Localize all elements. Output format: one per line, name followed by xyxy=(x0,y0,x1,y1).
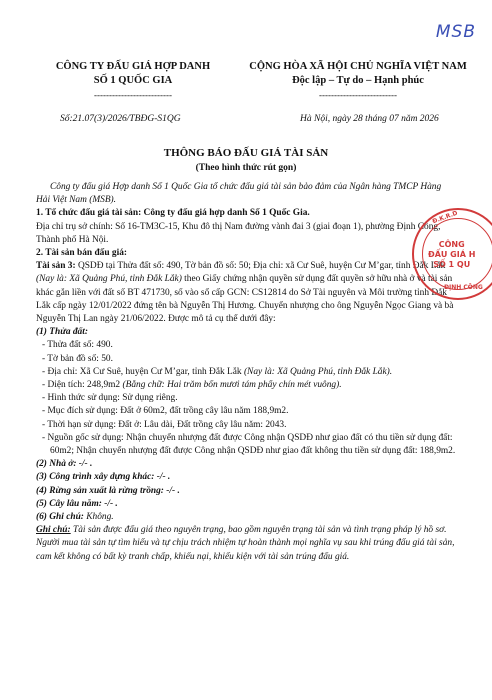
document-date: Hà Nội, ngày 28 tháng 07 năm 2026 xyxy=(300,114,439,124)
list-item xyxy=(36,379,456,392)
asset-text-italic: (Nay là: Xã Quảng Phú, tỉnh Đắk Lắk) xyxy=(36,274,182,285)
seal-center-text xyxy=(428,240,475,270)
item-perennial-trees: (5) Cây lâu năm: -/- . xyxy=(36,498,118,509)
national-title: CỘNG HÒA XÃ HỘI CHỦ NGHĨA VIỆT NAM xyxy=(249,61,467,72)
note-text: Tài sản được đấu giá theo nguyên trạng, bao gồm nguyên trạng tài sản và tình trạng pháp lý hồ sơ. Người mua tài sản tự tìm hiểu và tự chịu trách nhiệm tự hoàn thành mọi nghĩa vụ sau khi trúng đấu giá tài sản, cam kết không có bất kỳ tranh chấp, khiếu nại, khiếu kiện với tài sản trúng đấu giá. xyxy=(36,525,455,562)
bullet-area: - Diện tích: 248,9m2 xyxy=(42,380,123,391)
seal-bottom-text: ĐỊNH CÔNG xyxy=(444,284,483,291)
document-subtitle: (Theo hình thức rút gọn) xyxy=(195,163,297,173)
asset-text-a: QSDĐ tại Thửa đất số: 490, Tờ bản đồ số: 50; Địa chỉ: xã Cư Suê, huyện Cư M’gar, tỉnh Đắk Lắk xyxy=(75,261,446,272)
list-item: - Tờ bản đồ số: 50. xyxy=(42,353,113,364)
item-note xyxy=(36,511,456,524)
item-house: (2) Nhà ở: -/- . xyxy=(36,459,93,470)
seal-line: CÔNG xyxy=(438,240,465,249)
seal-line: SỐ 1 QU xyxy=(433,260,471,269)
handwritten-note: MSB xyxy=(435,22,476,42)
divider: -------------------------- xyxy=(319,90,397,100)
item-note-value: Không. xyxy=(86,512,114,523)
seal-top-text: Đ.K.R.D xyxy=(431,209,459,226)
list-item: - Nguồn gốc sử dụng: Nhận chuyển nhượng đất được Công nhận QSDĐ như giao đất có thu tiền sử dụng đất: 60m2; Nhận chuyển nhượng đất được Công nhận QSDĐ như giao đất không thu tiền sử dụng đất: 188,9m2. xyxy=(42,432,456,457)
bullet-address-italic: (Nay là: Xã Quảng Phú, tỉnh Đắk Lắk). xyxy=(243,366,393,377)
section2-heading: 2. Tài sản bán đấu giá: xyxy=(36,248,128,259)
list-item: - Thời hạn sử dụng: Đất ở: Lâu dài, Đất trồng cây lâu năm: 2043. xyxy=(42,419,287,430)
note-label: Ghi chú: xyxy=(36,525,71,536)
section1-address: Địa chỉ trụ sở chính: Số 16-TM3C-15, Khu đô thị Nam đường vành đai 3 (giai đoạn 1), phường Định Công, Thành phố Hà Nội. xyxy=(36,221,441,245)
asset-label: Tài sản 3: xyxy=(36,261,76,272)
item-forest: (4) Rừng sản xuất là rừng trồng: -/- . xyxy=(36,485,180,496)
list-item: - Thửa đất số: 490. xyxy=(42,340,113,351)
national-motto: Độc lập – Tự do – Hạnh phúc xyxy=(292,75,424,86)
company-name-line1: CÔNG TY ĐẤU GIÁ HỢP DANH xyxy=(55,61,211,72)
seal-line: ĐẤU GIÁ H xyxy=(428,250,476,259)
company-header xyxy=(38,60,228,102)
list-item: - Mục đích sử dụng: Đất ở 60m2, đất trồng cây lâu năm 188,9m2. xyxy=(42,406,289,417)
list-item: - Hình thức sử dụng: Sử dụng riêng. xyxy=(42,393,178,404)
intro-paragraph: Công ty đấu giá Hợp danh Số 1 Quốc Gia tổ chức đấu giá tài sản bảo đảm của Ngân hàng TMCP Hàng Hải Việt Nam (MSB). xyxy=(36,182,442,206)
bullet-address: - Địa chỉ: Xã Cư Suê, huyện Cư M’gar, tỉnh Đắk Lắk xyxy=(42,366,244,377)
list-item xyxy=(36,366,456,379)
asset-text-b: theo Giấy chứng nhận quyền sử dụng đất quyền sở hữu nhà ở và tài sản khác gắn liền với đất số BT 471730, số vào sổ cấp GCN: CS12814 do Sở Tài nguyên và Môi trường tỉnh Đắk Lắk cấp ngày 12/01/2022 đứng tên bà Nguyễn Thị Hương. Chuyển nhượng cho ông Nguyễn Ngọc Giang và bà Nguyễn Thị Lan ngày 21/06/2022. Được mô tả cụ thể dưới đây: xyxy=(36,274,454,325)
document-body xyxy=(36,181,456,564)
land-heading: (1) Thửa đất: xyxy=(36,327,88,338)
item-other-construction: (3) Công trình xây dựng khác: -/- . xyxy=(36,472,171,483)
document-title: THÔNG BÁO ĐẤU GIÁ TÀI SẢN xyxy=(163,147,329,159)
asset-paragraph xyxy=(36,260,456,326)
company-name-line2: SỐ 1 QUỐC GIA xyxy=(93,75,173,86)
national-header xyxy=(238,60,478,102)
document-number: Số:21.07(3)/2026/TBĐG-S1QG xyxy=(60,114,181,124)
item-note-label: (6) Ghi chú: xyxy=(36,512,87,523)
divider: -------------------------- xyxy=(94,90,172,100)
section1-heading: 1. Tổ chức đấu giá tài sản: Công ty đấu giá hợp danh Số 1 Quốc Gia. xyxy=(36,208,310,219)
note-paragraph xyxy=(36,524,456,564)
bullet-area-italic: (Bằng chữ: Hai trăm bốn mươi tám phẩy chín mét vuông). xyxy=(122,380,342,391)
